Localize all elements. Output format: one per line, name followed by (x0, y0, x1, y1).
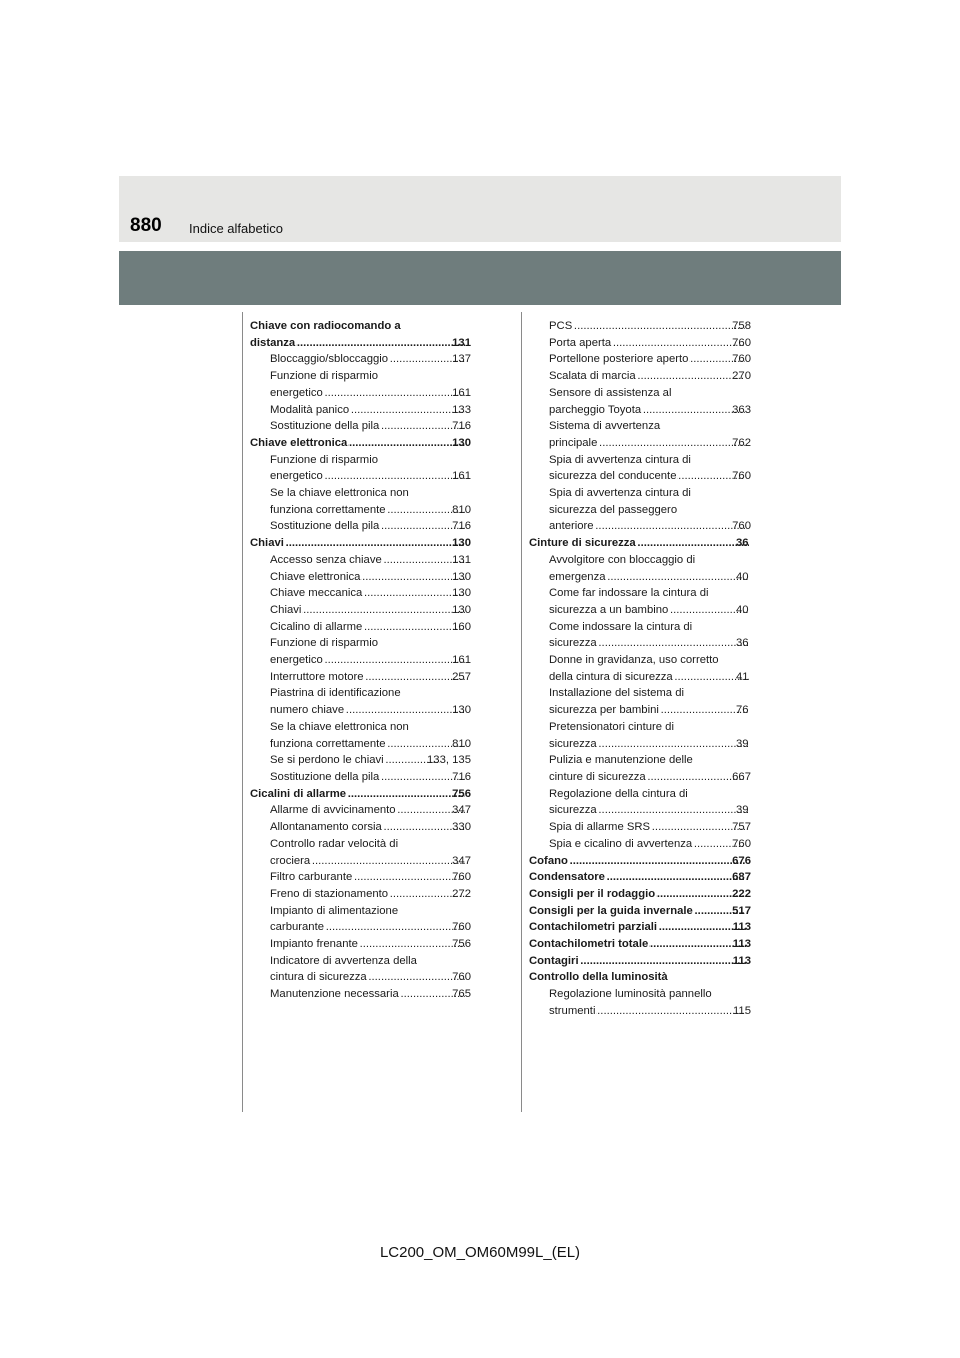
page-reference: 270 (732, 370, 751, 383)
index-subentry (529, 619, 751, 652)
entry-label: energetico (270, 654, 323, 667)
entry-label: Se si perdono le chiavi (270, 754, 384, 767)
index-subentry (250, 351, 471, 368)
entry-label: Cicalini di allarme (250, 787, 347, 800)
entry-label: Chiavi (250, 537, 284, 550)
index-subentry (250, 569, 471, 586)
page-reference: 113 (732, 938, 751, 951)
entry-page-line (270, 702, 471, 719)
entry-page-line: della cintura di sicurezza ..... 41 (564, 669, 751, 686)
page-reference: 130 (452, 603, 471, 616)
index-entry (529, 936, 751, 953)
entry-label: Chiave elettronica (250, 436, 348, 449)
dot-leader (359, 936, 465, 953)
index-subentry (250, 869, 471, 886)
entry-page-line: Cinture di sicurezza ..... 36 (544, 535, 751, 552)
index-entry (250, 535, 471, 552)
dot-leader (612, 335, 745, 352)
dot-leader (361, 569, 465, 586)
index-subentry (529, 752, 751, 785)
page-reference: 760 (732, 520, 751, 533)
dot-leader (365, 669, 466, 686)
entry-text-line: Donne in gravidanza, uso corretto (549, 654, 719, 667)
page-reference: 131 (452, 336, 471, 349)
index-subentry (250, 585, 471, 602)
index-subentry (250, 635, 471, 668)
entry-page-line (270, 351, 471, 368)
section-title: Indice alfabetico (189, 221, 283, 236)
dot-leader (350, 402, 465, 419)
entry-label: sicurezza per bambini (549, 704, 659, 717)
page-reference: 760 (732, 336, 751, 349)
dot-leader (285, 535, 465, 552)
page-reference: 130 (452, 704, 471, 717)
index-subentry (250, 953, 471, 986)
entry-page-line (250, 435, 471, 452)
index-subentry (250, 552, 471, 569)
page-reference: 161 (452, 654, 471, 667)
entry-label: Cofano (529, 854, 568, 867)
entry-text-line: Impianto di alimentazione (270, 904, 399, 917)
entry-text-line: Pretensionatori cinture di (549, 720, 674, 733)
index-subentry (529, 652, 751, 685)
dot-leader (363, 585, 465, 602)
entry-page-line (549, 402, 751, 419)
entry-label: Contachilometri totale (529, 938, 649, 951)
entry-page-line (270, 585, 471, 602)
dot-leader (324, 468, 465, 485)
index-subentry (250, 719, 471, 752)
page-reference: 347 (452, 854, 471, 867)
entry-label: sicurezza a un bambino (549, 603, 669, 616)
page-reference: 222 (732, 887, 751, 900)
index-subentry (529, 452, 751, 485)
entry-label: strumenti (549, 1004, 596, 1017)
entry-text-line: Controllo della luminosità (529, 971, 668, 984)
dot-leader (324, 385, 465, 402)
page-reference: 716 (452, 420, 471, 433)
entry-page-line (270, 819, 471, 836)
page-reference: 760 (732, 470, 751, 483)
entry-label: Manutenzione necessaria (270, 988, 399, 1001)
entry-page-line (549, 769, 751, 786)
entry-label: della cintura di sicurezza (549, 670, 673, 683)
entry-page-line (529, 853, 751, 870)
entry-page-line (270, 919, 471, 936)
index-subentry (250, 452, 471, 485)
entry-text-line: Come indossare la cintura di (549, 620, 693, 633)
index-subentry (250, 685, 471, 718)
entry-text-line: Regolazione della cintura di (549, 787, 688, 800)
entry-label: Allarme di avvicinamento (270, 804, 396, 817)
index-subentry (529, 585, 751, 618)
index-subentry (250, 485, 471, 518)
column-divider-left (242, 312, 243, 1112)
page-reference: 760 (732, 837, 751, 850)
page-reference: 133 (452, 403, 471, 416)
page-reference: 160 (452, 620, 471, 633)
entry-page-line: sicurezza ..... 36 (564, 635, 751, 652)
index-subentry (250, 368, 471, 401)
entry-page-line (270, 402, 471, 419)
dot-leader (353, 869, 465, 886)
page-reference: 762 (732, 436, 751, 449)
entry-page-line (270, 752, 471, 769)
entry-label: carburante (270, 921, 325, 934)
entry-page-line (549, 468, 751, 485)
dot-leader (348, 435, 465, 452)
page-reference: 161 (452, 470, 471, 483)
entry-text-line: Indicatore di avvertenza della (270, 954, 417, 967)
entry-page-line (529, 869, 751, 886)
entry-label: Spia e cicalino di avvertenza (549, 837, 693, 850)
index-entry (529, 953, 751, 970)
page-reference: 760 (732, 353, 751, 366)
entry-text-line: Controllo radar velocità di (270, 837, 399, 850)
entry-page-line (270, 769, 471, 786)
entry-label: crociera (270, 854, 311, 867)
entry-page-line (270, 468, 471, 485)
dot-leader (347, 786, 465, 803)
page-reference: 130 (452, 436, 471, 449)
page-reference: 130 (452, 570, 471, 583)
entry-label: Porta aperta (549, 336, 612, 349)
index-entry (529, 869, 751, 886)
entry-label: Contagiri (529, 954, 579, 967)
entry-label: Consigli per il rodaggio (529, 887, 656, 900)
entry-page-line (250, 535, 471, 552)
entry-page-line (549, 819, 751, 836)
page-reference: 137 (452, 353, 471, 366)
dot-leader (642, 402, 745, 419)
index-subentry (250, 418, 471, 435)
dot-leader (647, 769, 745, 786)
index-subentry (529, 986, 751, 1019)
entry-page-line (270, 418, 471, 435)
entry-text-line: Se la chiave elettronica non (270, 720, 409, 733)
dot-leader (598, 435, 745, 452)
page-reference: 810 (452, 503, 471, 516)
entry-text-line: Funzione di risparmio (270, 637, 378, 650)
entry-text-line: Installazione del sistema di (549, 687, 685, 700)
page-reference: 667 (732, 770, 751, 783)
dot-leader (569, 853, 745, 870)
page-reference: 765 (452, 988, 471, 1001)
entry-text-line: Pulizia e manutenzione delle (549, 754, 693, 767)
entry-label: Chiavi (270, 603, 302, 616)
entry-label: Impianto frenante (270, 938, 358, 951)
entry-page-line (270, 986, 471, 1003)
index-subentry (250, 518, 471, 535)
index-column-left (250, 318, 471, 1003)
entry-label: Contachilometri parziali (529, 921, 658, 934)
entry-label: cintura di sicurezza (270, 971, 367, 984)
document-code: LC200_OM_OM60M99L_(EL) (379, 1244, 581, 1261)
page-reference: 810 (452, 737, 471, 750)
index-subentry (529, 351, 751, 368)
index-subentry (250, 802, 471, 819)
entry-page-line (270, 652, 471, 669)
entry-page-line (549, 351, 751, 368)
entry-label: Portellone posteriore aperto (549, 353, 689, 366)
dot-leader (598, 635, 749, 652)
entry-page-line: sicurezza a un bambino ..... 40 (564, 602, 751, 619)
dot-leader (368, 969, 465, 986)
entry-label: parcheggio Toyota (549, 403, 642, 416)
entry-page-line (270, 969, 471, 986)
page-reference: 347 (452, 804, 471, 817)
entry-text-line: Se la chiave elettronica non (270, 487, 409, 500)
index-subentry (250, 669, 471, 686)
entry-label: Bloccaggio/sbloccaggio (270, 353, 389, 366)
dot-leader (573, 318, 745, 335)
entry-page-line (270, 802, 471, 819)
entry-label: Sostituzione della pila (270, 520, 380, 533)
dot-leader (598, 736, 749, 753)
index-subentry (529, 786, 751, 819)
dot-leader (651, 819, 745, 836)
page-reference: 272 (452, 887, 471, 900)
index-column-right (529, 318, 751, 1020)
index-subentry (250, 886, 471, 903)
entry-label: Chiave meccanica (270, 587, 363, 600)
entry-page-line (270, 619, 471, 636)
dot-leader (596, 1003, 746, 1020)
index-entry (250, 435, 471, 452)
entry-label: Allontanamento corsia (270, 821, 382, 834)
entry-text-line: Come far indossare la cintura di (549, 587, 709, 600)
index-entry (529, 919, 751, 936)
page-reference: 760 (452, 921, 471, 934)
entry-label: sicurezza (549, 637, 597, 650)
entry-text-line: Funzione di risparmio (270, 370, 378, 383)
index-subentry (529, 719, 751, 752)
index-subentry (250, 402, 471, 419)
index-subentry (250, 602, 471, 619)
page-reference: 517 (732, 904, 751, 917)
entry-page-line: sicurezza ..... 39 (564, 736, 751, 753)
page-reference: 113 (732, 921, 751, 934)
index-subentry (529, 368, 751, 385)
entry-page-line (529, 919, 751, 936)
index-entry (529, 969, 751, 986)
page-reference: 113 (732, 954, 751, 967)
entry-text-line: Regolazione luminosità pannello (549, 988, 712, 1001)
page-reference: 756 (452, 938, 471, 951)
page-reference: 161 (452, 386, 471, 399)
index-subentry (529, 418, 751, 451)
entry-text-line: Chiave con radiocomando a (250, 320, 401, 332)
entry-page-line (270, 502, 471, 519)
entry-page-line (549, 335, 751, 352)
dot-leader (324, 652, 465, 669)
entry-page-line (549, 435, 751, 452)
entry-label: Condensatore (529, 871, 605, 884)
dot-leader (363, 619, 465, 636)
index-subentry (529, 552, 751, 585)
header-band (119, 251, 841, 305)
index-subentry (529, 335, 751, 352)
dot-leader (302, 602, 465, 619)
index-entry (250, 786, 471, 803)
entry-page-line (270, 385, 471, 402)
dot-leader (598, 802, 749, 819)
index-entry (529, 886, 751, 903)
entry-label: sicurezza (549, 737, 597, 750)
entry-page-line (270, 552, 471, 569)
index-subentry (529, 385, 751, 418)
page-reference: 363 (732, 403, 751, 416)
entry-page-line (549, 1003, 751, 1020)
index-subentry (250, 752, 471, 769)
entry-label: sicurezza del conducente (549, 470, 677, 483)
column-divider-right (521, 312, 522, 1112)
entry-page-line (270, 853, 471, 870)
entry-label: energetico (270, 470, 323, 483)
dot-leader (580, 953, 746, 970)
entry-label: funziona correttamente (270, 503, 386, 516)
page-reference: 130 (452, 537, 471, 550)
entry-label: principale (549, 436, 598, 449)
index-entry (529, 903, 751, 920)
entry-page-line: sicurezza ..... 39 (564, 802, 751, 819)
entry-label: Sostituzione della pila (270, 770, 380, 783)
entry-text-line: sicurezza del passeggero (549, 503, 678, 516)
entry-page-line (250, 335, 471, 352)
page-reference: 131 (452, 553, 471, 566)
entry-label: cinture di sicurezza (549, 770, 646, 783)
entry-label: Cicalino di allarme (270, 620, 363, 633)
entry-label: Sostituzione della pila (270, 420, 380, 433)
index-subentry (250, 986, 471, 1003)
entry-label: funziona correttamente (270, 737, 386, 750)
entry-page-line (270, 518, 471, 535)
entry-page-line (549, 318, 751, 335)
index-subentry (529, 685, 751, 718)
entry-label: energetico (270, 386, 323, 399)
page-reference: 676 (732, 854, 751, 867)
index-subentry (250, 769, 471, 786)
entry-label: Chiave elettronica (270, 570, 361, 583)
index-subentry (250, 903, 471, 936)
index-entry (529, 535, 751, 552)
entry-page-line (549, 836, 751, 853)
dot-leader (311, 853, 465, 870)
index-entry (250, 318, 471, 351)
entry-page-line (529, 903, 751, 920)
dot-leader (345, 702, 465, 719)
dot-leader (637, 535, 749, 552)
dot-leader (606, 869, 745, 886)
page-reference: 330 (452, 821, 471, 834)
dot-leader (595, 518, 746, 535)
entry-text-line: Avvolgitore con bloccaggio di (549, 553, 696, 566)
entry-label: emergenza (549, 570, 606, 583)
page-reference: 716 (452, 770, 471, 783)
entry-text-line: Sensore di assistenza al (549, 386, 672, 399)
entry-page-line: sicurezza per bambini ..... 76 (564, 702, 751, 719)
index-subentry (529, 485, 751, 535)
page-reference: 115 (732, 1004, 751, 1017)
entry-label: Filtro carburante (270, 871, 353, 884)
entry-text-line: Spia di avvertenza cintura di (549, 453, 691, 466)
entry-label: anteriore (549, 520, 594, 533)
page-reference: 760 (452, 971, 471, 984)
dot-leader (637, 368, 745, 385)
entry-page-line (270, 602, 471, 619)
index-subentry (529, 318, 751, 335)
index-subentry (250, 619, 471, 636)
index-subentry (250, 936, 471, 953)
page-reference: 716 (452, 520, 471, 533)
entry-page-line (270, 886, 471, 903)
index-subentry (250, 819, 471, 836)
entry-label: Cinture di sicurezza (529, 537, 636, 550)
page-number: 880 (130, 215, 162, 236)
entry-text-line: Sistema di avvertenza (549, 420, 661, 433)
index-subentry (529, 819, 751, 836)
page-reference: 687 (732, 871, 751, 884)
dot-leader (325, 919, 465, 936)
dot-leader (649, 936, 746, 953)
dot-leader (607, 569, 749, 586)
entry-page-line (270, 569, 471, 586)
entry-label: Consigli per la guida invernale (529, 904, 693, 917)
entry-text-line: Spia di avvertenza cintura di (549, 487, 691, 500)
entry-label: numero chiave (270, 704, 345, 717)
index-subentry (529, 836, 751, 853)
page-reference: 130 (452, 587, 471, 600)
entry-text-line: Piastrina di identificazione (270, 687, 401, 700)
dot-leader (296, 335, 465, 352)
page-reference: 757 (732, 821, 751, 834)
entry-label: Accesso senza chiave (270, 553, 382, 566)
entry-page-line (250, 786, 471, 803)
entry-page-line (549, 518, 751, 535)
entry-label: Modalità panico (270, 403, 350, 416)
entry-page-line (529, 886, 751, 903)
entry-label: Scalata di marcia (549, 370, 636, 383)
entry-text-line: Funzione di risparmio (270, 453, 378, 466)
page-reference: 756 (452, 787, 471, 800)
entry-page-line (549, 368, 751, 385)
entry-label: PCS (549, 320, 573, 332)
entry-label: distanza (250, 336, 296, 349)
page-reference: 257 (452, 670, 471, 683)
entry-label: Spia di allarme SRS (549, 821, 651, 834)
entry-page-line (270, 669, 471, 686)
entry-page-line (270, 869, 471, 886)
entry-page-line (529, 953, 751, 970)
index-entry (529, 853, 751, 870)
entry-page-line (529, 936, 751, 953)
index-subentry (250, 836, 471, 869)
page-reference: 133, 135 (427, 754, 471, 767)
entry-label: Freno di stazionamento (270, 887, 389, 900)
entry-label: Interruttore motore (270, 670, 364, 683)
page-reference: 758 (732, 320, 751, 332)
entry-label: sicurezza (549, 804, 597, 817)
entry-page-line (270, 736, 471, 753)
entry-page-line: emergenza ..... 40 (564, 569, 751, 586)
entry-page-line (270, 936, 471, 953)
page-reference: 760 (452, 871, 471, 884)
